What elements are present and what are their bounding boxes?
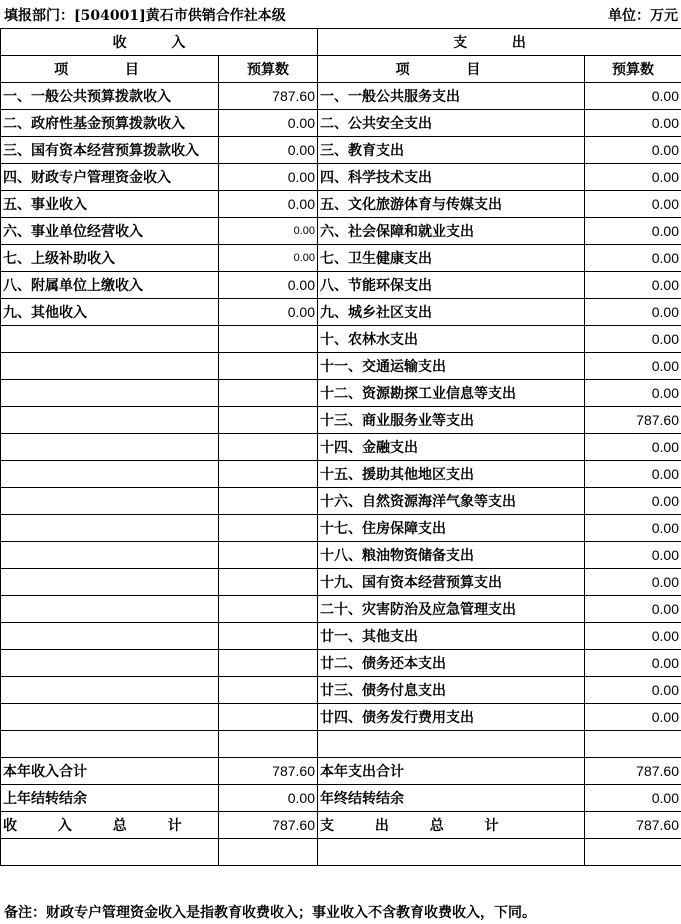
income-item-cell: 八、附属单位上缴收入 <box>1 272 219 299</box>
income-item-cell <box>1 569 219 596</box>
income-item-cell <box>1 407 219 434</box>
expense-value-cell: 0.00 <box>585 461 681 488</box>
expense-value-cell <box>585 731 681 758</box>
expense-value-cell: 0.00 <box>585 650 681 677</box>
income-item-cell <box>1 623 219 650</box>
table-row <box>1 272 681 299</box>
expense-item-cell: 本年支出合计 <box>318 758 585 785</box>
table-row <box>1 515 681 542</box>
table-row <box>1 542 681 569</box>
expense-item-cell: 八、节能环保支出 <box>318 272 585 299</box>
expense-value-cell: 0.00 <box>585 191 681 218</box>
income-item-cell <box>1 704 219 731</box>
table-row <box>1 245 681 272</box>
income-item-cell <box>1 839 219 866</box>
expense-value-cell: 0.00 <box>585 164 681 191</box>
income-item-cell <box>1 731 219 758</box>
income-item-cell: 上年结转结余 <box>1 785 219 812</box>
income-value-cell <box>219 731 318 758</box>
income-value-cell <box>219 461 318 488</box>
table-row <box>1 353 681 380</box>
expense-item-cell: 十三、商业服务业等支出 <box>318 407 585 434</box>
expense-item-cell: 十六、自然资源海洋气象等支出 <box>318 488 585 515</box>
income-item-cell: 九、其他收入 <box>1 299 219 326</box>
expense-item-cell: 九、城乡社区支出 <box>318 299 585 326</box>
expense-item-cell: 一、一般公共服务支出 <box>318 83 585 110</box>
income-item-cell <box>1 353 219 380</box>
expense-item-cell: 廿二、债务还本支出 <box>318 650 585 677</box>
income-item-cell <box>1 326 219 353</box>
income-item-cell <box>1 380 219 407</box>
expense-item-cell: 六、社会保障和就业支出 <box>318 218 585 245</box>
unit-label: 单位：万元 <box>608 8 678 24</box>
table-row <box>1 839 681 866</box>
budget-table <box>0 28 681 866</box>
table-row <box>1 461 681 488</box>
income-item-cell <box>1 488 219 515</box>
income-value-cell <box>219 569 318 596</box>
expense-value-cell: 787.60 <box>585 758 681 785</box>
expense-item-cell: 廿三、债务付息支出 <box>318 677 585 704</box>
expense-value-cell: 0.00 <box>585 515 681 542</box>
expense-budget-column-header: 预算数 <box>585 56 681 83</box>
expense-value-cell: 0.00 <box>585 623 681 650</box>
income-value-cell <box>219 650 318 677</box>
income-value-cell <box>219 839 318 866</box>
income-item-cell <box>1 677 219 704</box>
table-row <box>1 650 681 677</box>
expense-value-cell: 0.00 <box>585 380 681 407</box>
expense-value-cell: 0.00 <box>585 542 681 569</box>
income-value-cell: 0.00 <box>219 164 318 191</box>
income-item-cell <box>1 596 219 623</box>
expense-item-cell <box>318 839 585 866</box>
income-value-cell <box>219 353 318 380</box>
income-item-cell: 二、政府性基金预算拨款收入 <box>1 110 219 137</box>
expense-value-cell: 787.60 <box>585 407 681 434</box>
expense-value-cell: 0.00 <box>585 218 681 245</box>
income-item-cell: 五、事业收入 <box>1 191 219 218</box>
expense-item-cell: 廿四、债务发行费用支出 <box>318 704 585 731</box>
footnote: 备注：财政专户管理资金收入是指教育收费收入；事业收入不含教育收费收入，下同。 <box>4 905 536 921</box>
expense-value-cell: 0.00 <box>585 704 681 731</box>
income-value-cell <box>219 623 318 650</box>
income-value-cell: 0.00 <box>219 785 318 812</box>
income-value-cell <box>219 380 318 407</box>
expense-value-cell: 0.00 <box>585 785 681 812</box>
expense-item-cell: 三、教育支出 <box>318 137 585 164</box>
table-row <box>1 596 681 623</box>
income-value-cell: 0.00 <box>219 110 318 137</box>
income-value-cell: 0.00 <box>219 191 318 218</box>
expense-item-cell: 十一、交通运输支出 <box>318 353 585 380</box>
expense-item-column-header: 项 目 <box>318 56 585 83</box>
income-value-cell: 0.00 <box>219 245 318 272</box>
income-budget-column-header: 预算数 <box>219 56 318 83</box>
table-row <box>1 785 681 812</box>
expense-value-cell: 0.00 <box>585 272 681 299</box>
expense-item-cell: 十八、粮油物资储备支出 <box>318 542 585 569</box>
expense-value-cell <box>585 839 681 866</box>
income-item-column-header: 项 目 <box>1 56 219 83</box>
table-row <box>1 299 681 326</box>
expense-value-cell: 0.00 <box>585 83 681 110</box>
income-item-cell: 一、一般公共预算拨款收入 <box>1 83 219 110</box>
expense-value-cell: 0.00 <box>585 488 681 515</box>
income-item-cell <box>1 434 219 461</box>
table-row <box>1 407 681 434</box>
income-value-cell: 0.00 <box>219 137 318 164</box>
income-value-cell: 0.00 <box>219 272 318 299</box>
table-row <box>1 434 681 461</box>
table-row <box>1 623 681 650</box>
income-value-cell <box>219 677 318 704</box>
table-row <box>1 218 681 245</box>
expense-item-cell: 二、公共安全支出 <box>318 110 585 137</box>
expense-value-cell: 0.00 <box>585 596 681 623</box>
expense-item-cell: 十九、国有资本经营预算支出 <box>318 569 585 596</box>
income-item-cell <box>1 650 219 677</box>
expense-value-cell: 0.00 <box>585 137 681 164</box>
expense-item-cell: 十五、援助其他地区支出 <box>318 461 585 488</box>
income-item-cell <box>1 515 219 542</box>
expense-value-cell: 0.00 <box>585 434 681 461</box>
income-value-cell: 0.00 <box>219 299 318 326</box>
expense-item-cell: 二十、灾害防治及应急管理支出 <box>318 596 585 623</box>
expense-item-cell: 十四、金融支出 <box>318 434 585 461</box>
income-item-cell <box>1 461 219 488</box>
income-value-cell: 0.00 <box>219 218 318 245</box>
expense-item-cell: 十二、资源勘探工业信息等支出 <box>318 380 585 407</box>
table-row <box>1 380 681 407</box>
expense-value-cell: 0.00 <box>585 299 681 326</box>
expense-item-cell: 五、文化旅游体育与传媒支出 <box>318 191 585 218</box>
expense-item-cell: 七、卫生健康支出 <box>318 245 585 272</box>
column-header-row <box>1 56 681 83</box>
expense-value-cell: 0.00 <box>585 110 681 137</box>
table-row <box>1 488 681 515</box>
expense-item-cell: 十、农林水支出 <box>318 326 585 353</box>
income-value-cell <box>219 488 318 515</box>
table-row <box>1 569 681 596</box>
income-item-cell: 七、上级补助收入 <box>1 245 219 272</box>
expense-item-cell: 年终结转结余 <box>318 785 585 812</box>
income-value-cell: 787.60 <box>219 812 318 839</box>
table-row <box>1 677 681 704</box>
expense-item-cell: 十七、住房保障支出 <box>318 515 585 542</box>
expense-value-cell: 0.00 <box>585 245 681 272</box>
table-row <box>1 137 681 164</box>
table-row <box>1 326 681 353</box>
expense-item-cell: 支 出 总 计 <box>318 812 585 839</box>
income-value-cell <box>219 407 318 434</box>
expense-value-cell: 787.60 <box>585 812 681 839</box>
income-item-cell: 本年收入合计 <box>1 758 219 785</box>
income-item-cell: 收 入 总 计 <box>1 812 219 839</box>
expense-section-header: 支 出 <box>318 29 681 56</box>
expense-item-cell: 四、科学技术支出 <box>318 164 585 191</box>
table-row <box>1 83 681 110</box>
income-value-cell <box>219 596 318 623</box>
income-section-header: 收 入 <box>1 29 318 56</box>
table-row <box>1 812 681 839</box>
income-value-cell <box>219 326 318 353</box>
income-value-cell: 787.60 <box>219 83 318 110</box>
table-row <box>1 731 681 758</box>
table-row <box>1 704 681 731</box>
income-item-cell: 四、财政专户管理资金收入 <box>1 164 219 191</box>
income-value-cell <box>219 542 318 569</box>
expense-item-cell: 廿一、其他支出 <box>318 623 585 650</box>
table-row <box>1 191 681 218</box>
table-row <box>1 758 681 785</box>
income-value-cell: 787.60 <box>219 758 318 785</box>
expense-value-cell: 0.00 <box>585 569 681 596</box>
table-row <box>1 164 681 191</box>
department-label: 填报部门：[504001]黄石市供销合作社本级 <box>4 8 286 24</box>
income-item-cell <box>1 542 219 569</box>
report-header <box>0 0 681 28</box>
income-value-cell <box>219 704 318 731</box>
income-item-cell: 三、国有资本经营预算拨款收入 <box>1 137 219 164</box>
expense-value-cell: 0.00 <box>585 677 681 704</box>
expense-item-cell <box>318 731 585 758</box>
table-row <box>1 110 681 137</box>
expense-value-cell: 0.00 <box>585 326 681 353</box>
income-item-cell: 六、事业单位经营收入 <box>1 218 219 245</box>
income-value-cell <box>219 515 318 542</box>
income-value-cell <box>219 434 318 461</box>
expense-value-cell: 0.00 <box>585 353 681 380</box>
section-header-row <box>1 29 681 56</box>
